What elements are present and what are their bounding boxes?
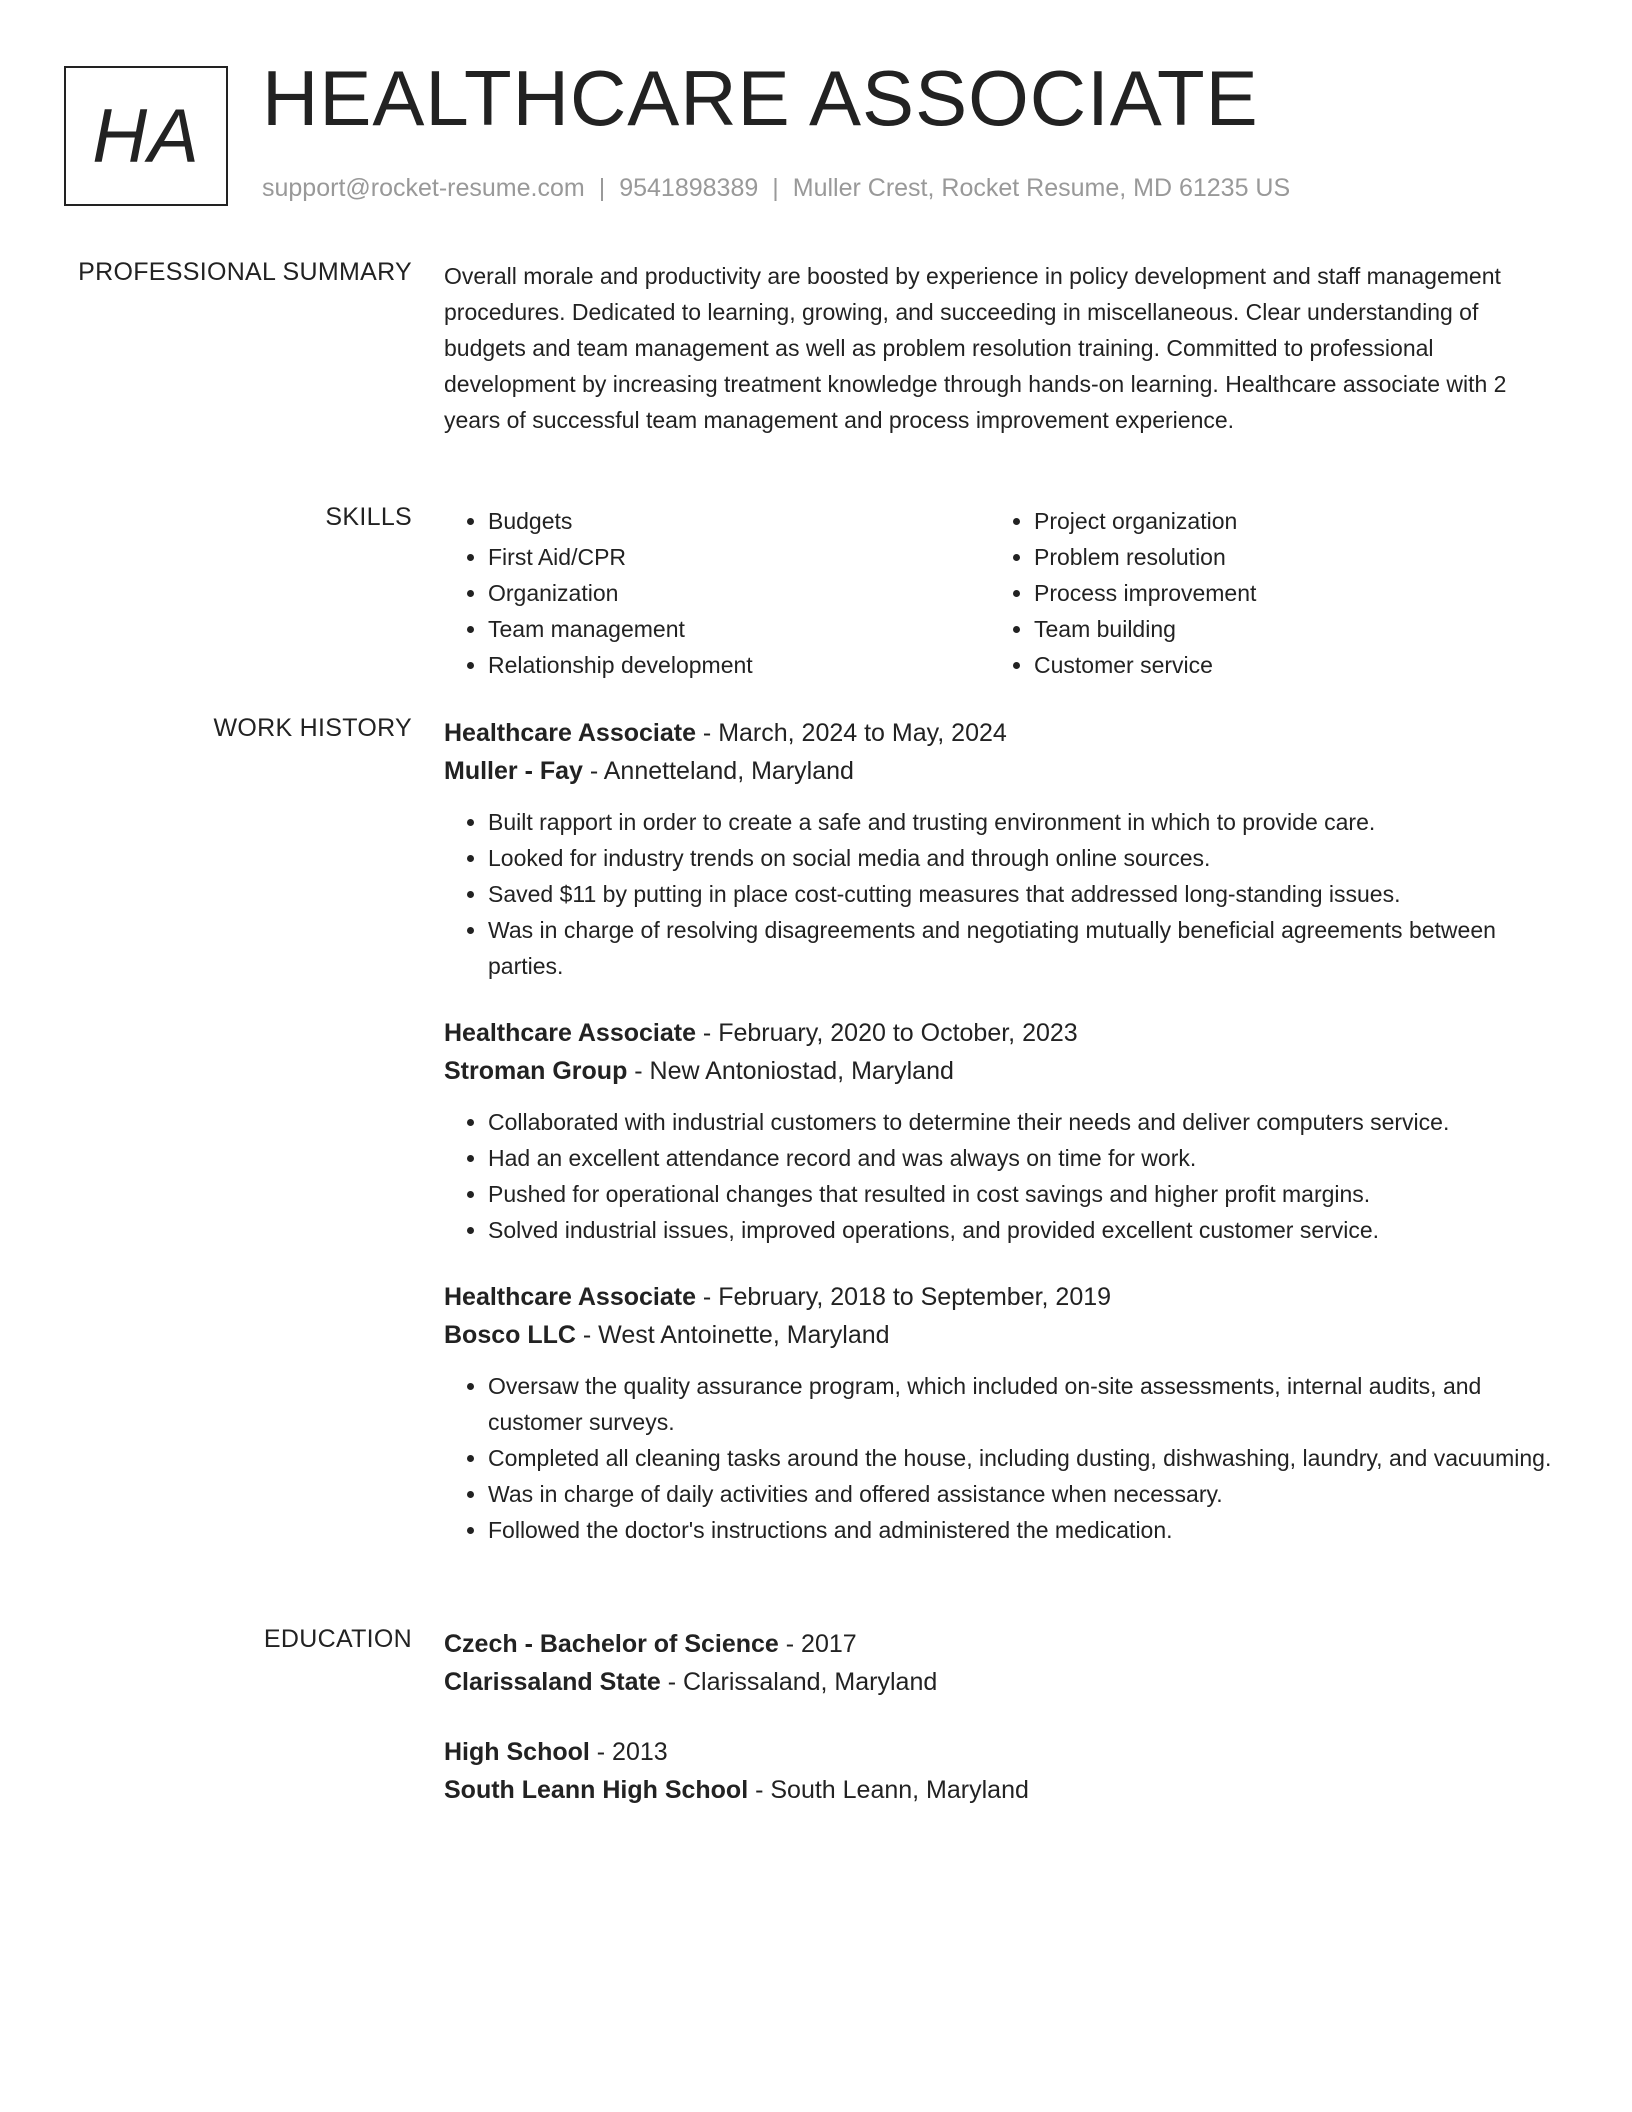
job-entry bbox=[444, 1278, 1554, 1548]
degree-year: - 2017 bbox=[778, 1630, 857, 1658]
skill-item: • Team building bbox=[1034, 611, 1536, 647]
skill-item: • Process improvement bbox=[1034, 575, 1536, 611]
job-bullet: • Had an excellent attendance record and was always on time for work. bbox=[488, 1140, 1554, 1176]
skills-column-left bbox=[444, 503, 990, 683]
job-company-line bbox=[444, 1052, 1554, 1090]
contact-separator: | bbox=[772, 174, 779, 202]
skill-item: • Problem resolution bbox=[1034, 539, 1536, 575]
section-body bbox=[444, 714, 1554, 1548]
school-line bbox=[444, 1771, 1554, 1809]
degree: Czech - Bachelor of Science bbox=[444, 1630, 779, 1658]
skills-column-right bbox=[990, 503, 1536, 683]
section-label: EDUCATION bbox=[263, 1625, 412, 1653]
job-dates: - February, 2018 to September, 2019 bbox=[695, 1283, 1112, 1311]
job-location: - New Antoniostad, Maryland bbox=[627, 1057, 954, 1085]
job-bullet: • Was in charge of resolving disagreements and negotiating mutually beneficial agreements between parties. bbox=[488, 912, 1554, 984]
contact-line bbox=[262, 174, 1290, 203]
monogram: HA bbox=[64, 66, 228, 206]
school-line bbox=[444, 1663, 1554, 1701]
address: Muller Crest, Rocket Resume, MD 61235 US bbox=[792, 174, 1291, 202]
school-location: - South Leann, Maryland bbox=[748, 1776, 1029, 1804]
job-bullet: • Oversaw the quality assurance program, which included on-site assessments, internal audits, and customer surveys. bbox=[488, 1368, 1554, 1440]
section-label: SKILLS bbox=[325, 503, 412, 531]
job-bullet: • Completed all cleaning tasks around the house, including dusting, dishwashing, laundry, and vacuuming. bbox=[488, 1440, 1554, 1476]
job-bullet: • Was in charge of daily activities and offered assistance when necessary. bbox=[488, 1476, 1554, 1512]
contact-separator: | bbox=[598, 174, 606, 202]
job-title-line bbox=[444, 714, 1554, 752]
section-body bbox=[444, 1625, 1554, 1809]
degree-line bbox=[444, 1733, 1554, 1771]
job-company-line bbox=[444, 1316, 1554, 1354]
job-entry bbox=[444, 714, 1554, 984]
job-bullet: • Collaborated with industrial customers to determine their needs and deliver computers service. bbox=[488, 1104, 1554, 1140]
skill-item: • Team management bbox=[488, 611, 990, 647]
education-entry bbox=[444, 1625, 1554, 1701]
phone: 9541898389 bbox=[619, 174, 759, 202]
job-company: Bosco LLC bbox=[444, 1321, 576, 1349]
section-label: PROFESSIONAL SUMMARY bbox=[78, 258, 412, 286]
job-bullets bbox=[444, 1104, 1554, 1248]
job-bullets bbox=[444, 1368, 1554, 1548]
job-company: Muller - Fay bbox=[444, 757, 583, 785]
skills-grid bbox=[444, 503, 1554, 683]
job-bullet: • Looked for industry trends on social media and through online sources. bbox=[488, 840, 1554, 876]
job-title-line bbox=[444, 1014, 1554, 1052]
skill-item: • Budgets bbox=[488, 503, 990, 539]
degree-line bbox=[444, 1625, 1554, 1663]
job-dates: - February, 2020 to October, 2023 bbox=[695, 1019, 1078, 1047]
job-bullet: • Saved $11 by putting in place cost-cutting measures that addressed long-standing issues. bbox=[488, 876, 1554, 912]
section-body bbox=[444, 503, 1554, 683]
job-bullet: • Pushed for operational changes that resulted in cost savings and higher profit margins. bbox=[488, 1176, 1554, 1212]
job-bullet: • Solved industrial issues, improved operations, and provided excellent customer service. bbox=[488, 1212, 1554, 1248]
school: South Leann High School bbox=[444, 1776, 749, 1804]
job-bullets bbox=[444, 804, 1554, 984]
skill-item: • Project organization bbox=[1034, 503, 1536, 539]
skill-item: • First Aid/CPR bbox=[488, 539, 990, 575]
email: support@rocket-resume.com bbox=[262, 174, 585, 202]
job-dates: - March, 2024 to May, 2024 bbox=[695, 719, 1007, 747]
job-company: Stroman Group bbox=[444, 1057, 628, 1085]
education-entry bbox=[444, 1733, 1554, 1809]
job-title-line bbox=[444, 1278, 1554, 1316]
school: Clarissaland State bbox=[444, 1668, 661, 1696]
skill-item: • Relationship development bbox=[488, 647, 990, 683]
summary-text: Overall morale and productivity are boosted by experience in policy development and staff management procedures. Dedicated to learning, growing, and succeeding in miscellaneous. Clear understanding of budgets and team management as well as problem resolution training. Committed to professional development by increasing treatment knowledge through hands-on learning. Healthcare associate with 2 years of successful team management and process improvement experience. bbox=[444, 263, 1507, 433]
section-body bbox=[444, 258, 1554, 438]
job-title: Healthcare Associate bbox=[444, 1283, 696, 1311]
skill-item: • Customer service bbox=[1034, 647, 1536, 683]
job-title: Healthcare Associate bbox=[444, 1019, 696, 1047]
job-bullet: • Built rapport in order to create a safe and trusting environment in which to provide care. bbox=[488, 804, 1554, 840]
degree-year: - 2013 bbox=[589, 1738, 668, 1766]
job-bullet: • Followed the doctor's instructions and administered the medication. bbox=[488, 1512, 1554, 1548]
school-location: - Clarissaland, Maryland bbox=[660, 1668, 938, 1696]
job-location: - Annetteland, Maryland bbox=[582, 757, 854, 785]
candidate-name: HEALTHCARE ASSOCIATE bbox=[262, 54, 1259, 142]
skill-item: • Organization bbox=[488, 575, 990, 611]
job-entry bbox=[444, 1014, 1554, 1248]
section-label: WORK HISTORY bbox=[213, 714, 412, 742]
job-company-line bbox=[444, 752, 1554, 790]
job-title: Healthcare Associate bbox=[444, 719, 696, 747]
job-location: - West Antoinette, Maryland bbox=[575, 1321, 890, 1349]
degree: High School bbox=[444, 1738, 590, 1766]
